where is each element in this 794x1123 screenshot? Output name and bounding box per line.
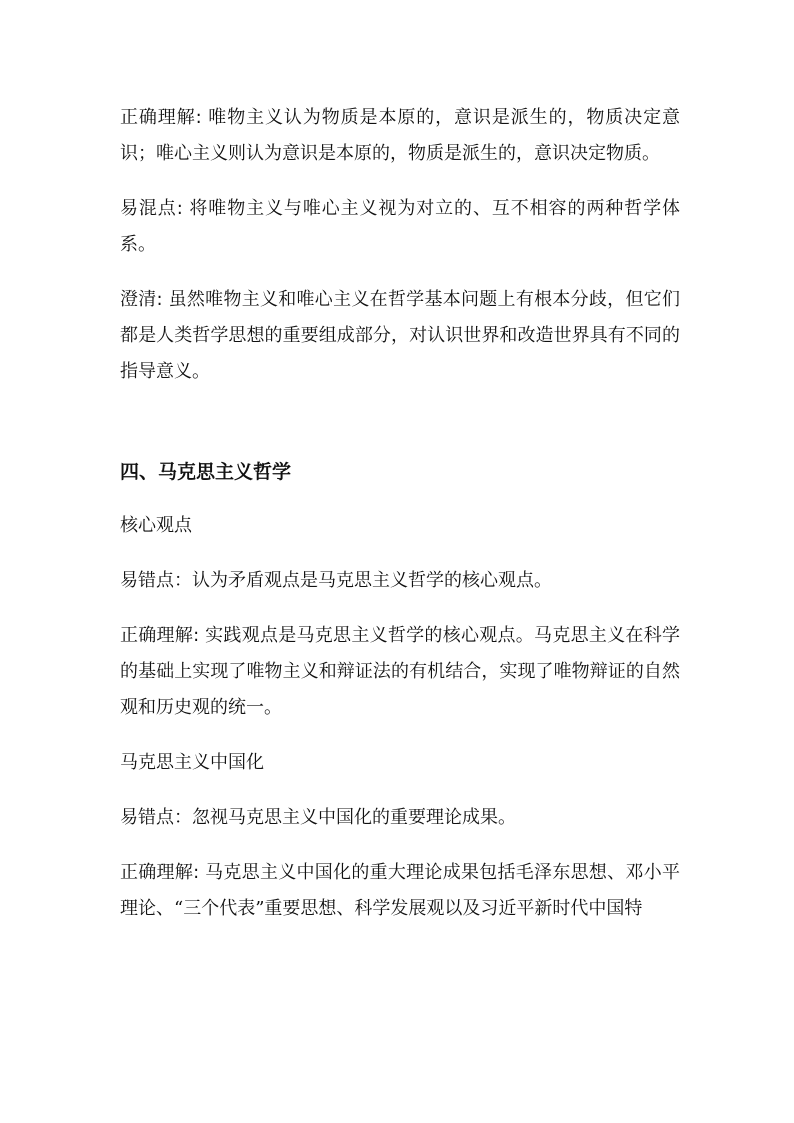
section-heading-marxist-philosophy: 四、马克思主义哲学 (120, 461, 292, 483)
paragraph-text: 实践观点是马克思主义哲学的核心观点。马克思主义在科学的基础上实现了唯物主义和辩证法的有机结合，实现了唯物辩证的自然观和历史观的统一。 (120, 625, 680, 718)
paragraph-term: 正确理解: (120, 862, 200, 883)
paragraph-term: 易错点： (120, 570, 192, 591)
correct-understanding-1 (120, 100, 680, 172)
paragraph-term: 易错点： (120, 807, 192, 828)
clarification (120, 282, 680, 390)
correct-understanding-3 (120, 855, 680, 927)
paragraph-text: 马克思主义中国化的重大理论成果包括毛泽东思想、邓小平理论、“三个代表”重要思想、科学发展观以及习近平新时代中国特 (120, 862, 680, 919)
paragraph-text: 唯物主义认为物质是本原的，意识是派生的，物质决定意识；唯心主义则认为意识是本原的，物质是派生的，意识决定物质。 (120, 107, 680, 164)
subheading-sinicization: 马克思主义中国化 (120, 752, 264, 773)
error-point-1 (120, 563, 680, 599)
paragraph-term: 正确理解: (120, 625, 200, 646)
paragraph-term: 澄清: (120, 289, 163, 310)
paragraph-text: 忽视马克思主义中国化的重要理论成果。 (192, 807, 516, 828)
paragraph-text: 将唯物主义与唯心主义视为对立的、互不相容的两种哲学体系。 (120, 198, 680, 255)
confusion-point (120, 191, 680, 263)
paragraph-term: 易混点: (120, 198, 183, 219)
paragraph-text: 虽然唯物主义和唯心主义在哲学基本问题上有根本分歧，但它们都是人类哲学思想的重要组成部分，对认识世界和改造世界具有不同的指导意义。 (120, 289, 680, 382)
paragraph-text: 认为矛盾观点是马克思主义哲学的核心观点。 (192, 570, 552, 591)
document-page (120, 100, 680, 946)
paragraph-term: 正确理解: (120, 107, 202, 128)
error-point-2 (120, 800, 680, 836)
correct-understanding-2 (120, 618, 680, 726)
subheading-core-viewpoint: 核心观点 (120, 515, 192, 536)
